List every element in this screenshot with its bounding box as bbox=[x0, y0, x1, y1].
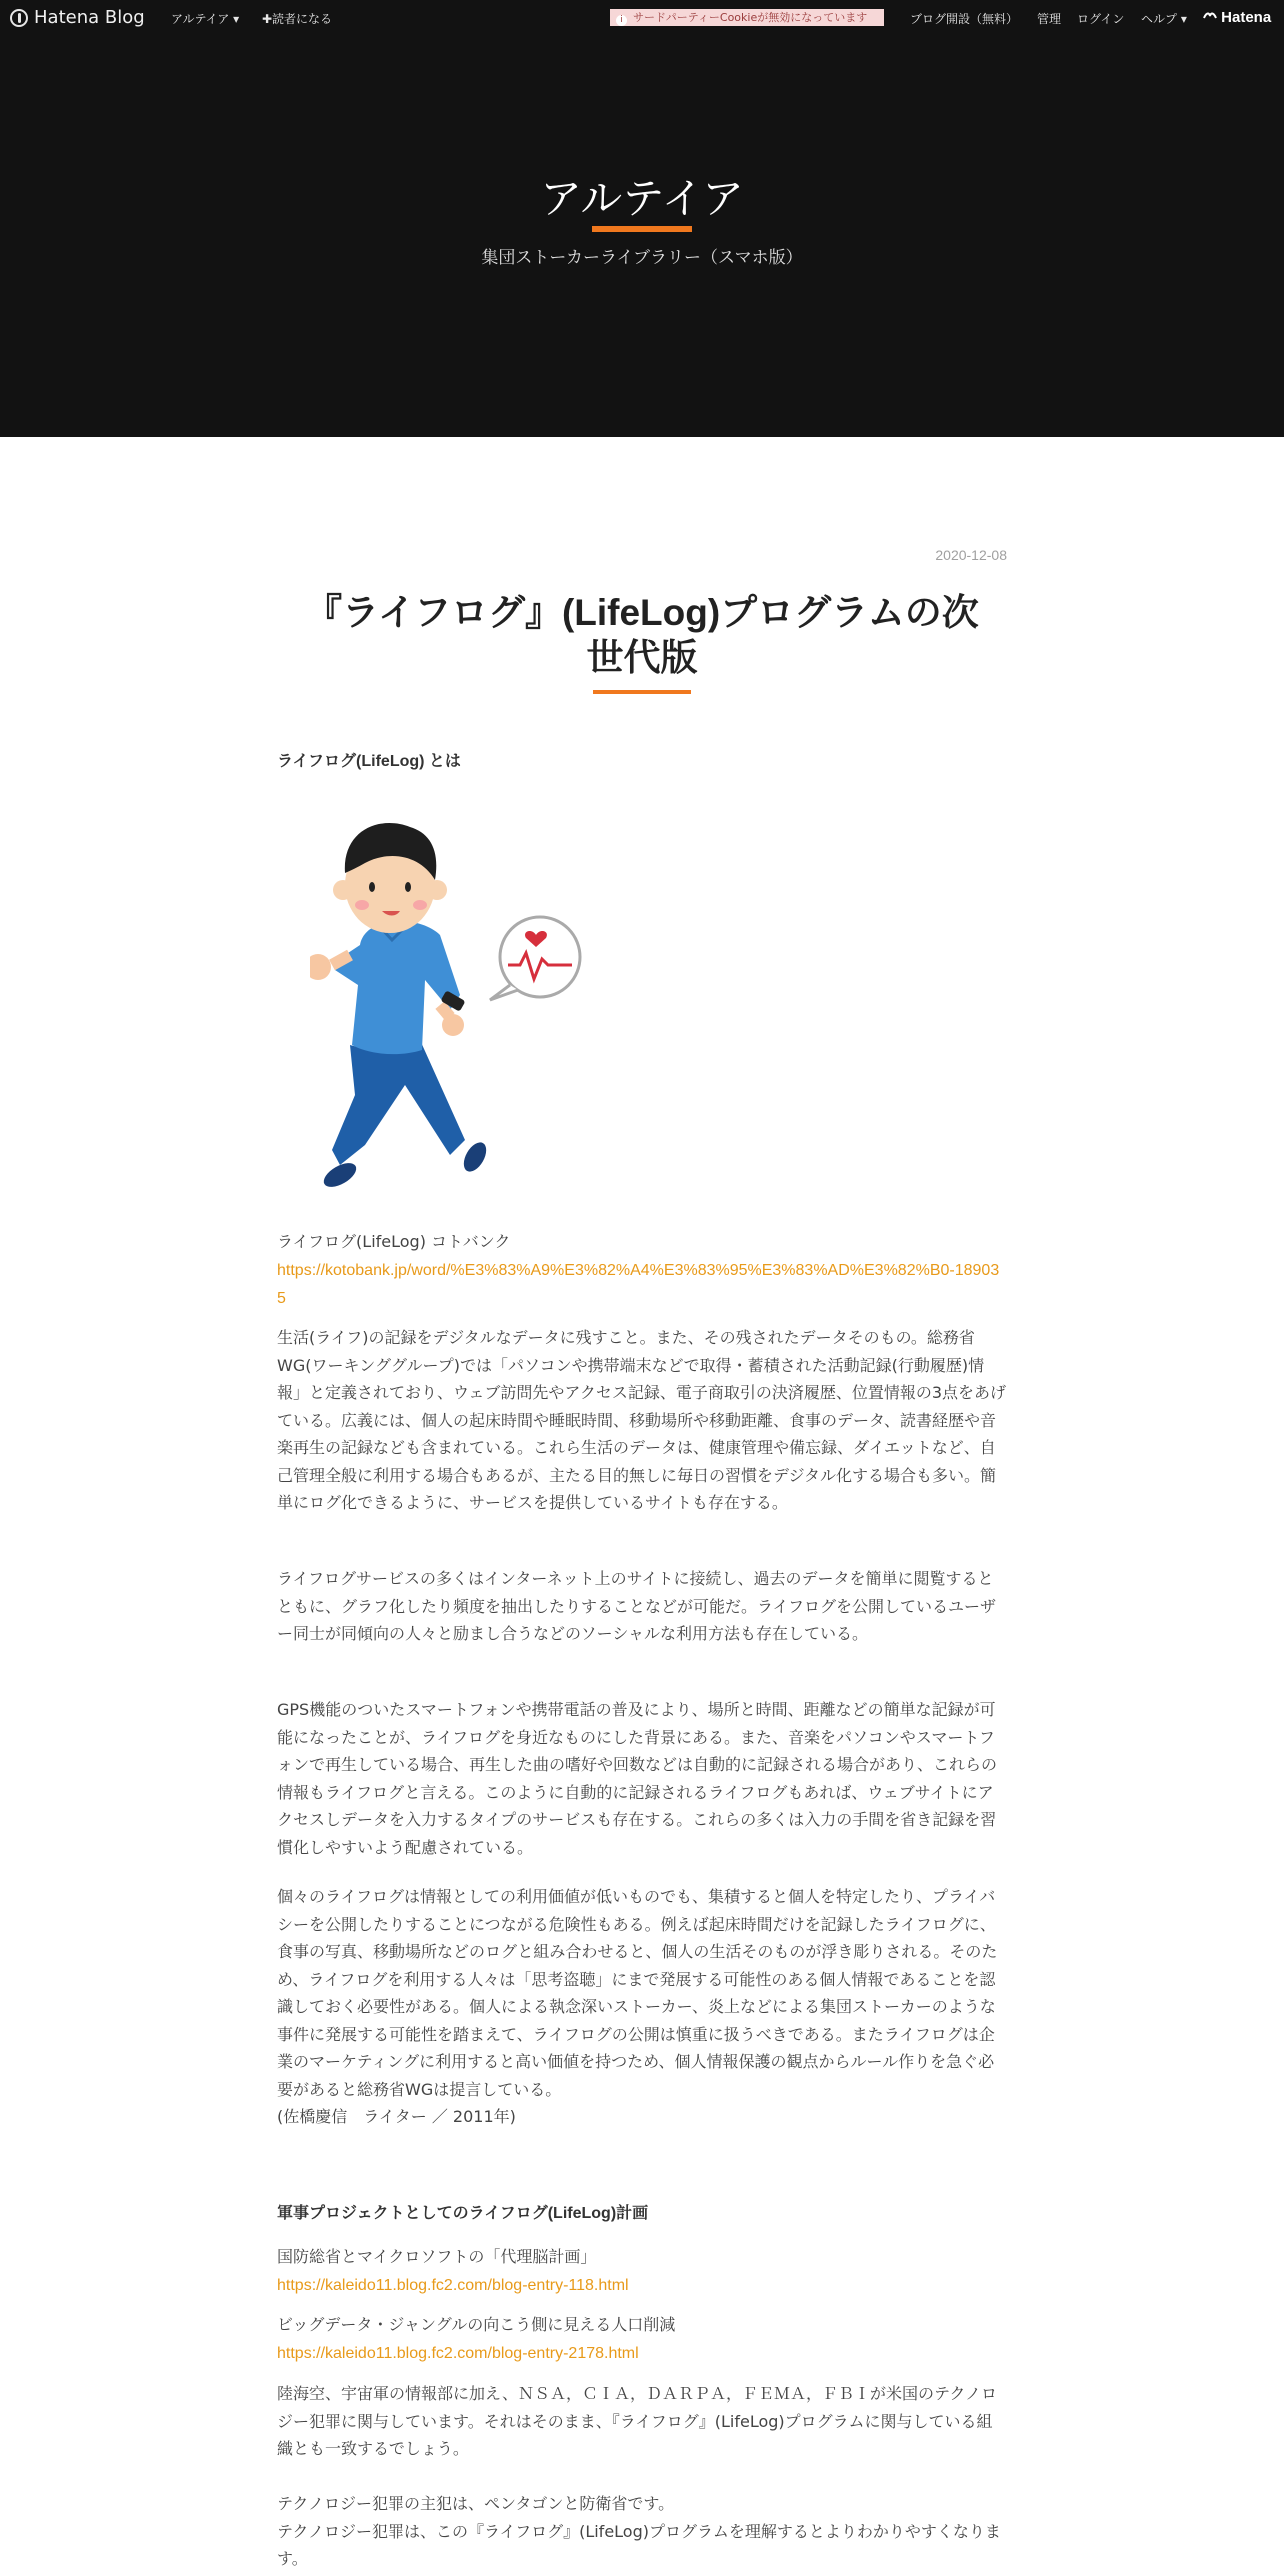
reference-label: 国防総省とマイクロソフトの「代理脳計画」 bbox=[277, 2247, 597, 2266]
section-heading: 軍事プロジェクトとしてのライフログ(LifeLog)計画 bbox=[277, 2205, 649, 2222]
reference-block bbox=[277, 2243, 1007, 2299]
brand-label: Hatena Blog bbox=[34, 7, 145, 28]
hatena-logo[interactable] bbox=[1203, 9, 1271, 26]
paragraph bbox=[277, 1696, 1007, 1861]
paragraph-text: GPS機能のついたスマートフォンや携帯電話の普及により、場所と時間、距離などの簡単な記録が可能になったことが、ライフログを身近なものにした背景にある。また、音楽をパソコンやスマートフォンで再生している場合、再生した曲の嗜好や回数などは自動的に記録される場合があり、これらの情報もライフログと言える。このように自動的に記録されるライフログもあれば、ウェブサイトにアクセスしデータを入力するタイプのサービスも存在する。これらの多くは入力の手間を省き記録を習慣化しやすいよう配慮されている。 bbox=[277, 1700, 998, 1857]
paragraph-text: ライフログサービスの多くはインターネット上のサイトに接続し、過去のデータを簡単に閲覧するとともに、グラフ化したり頻度を抽出したりすることなどが可能だ。ライフログを公開しているユーザー同士が同傾向の人々と励まし合うなどのソーシャルな利用方法も存在している。 bbox=[277, 1569, 997, 1643]
blog-description: 集団ストーカーライブラリー（スマホ版） bbox=[481, 248, 803, 268]
admin-link[interactable]: 管理 bbox=[1037, 12, 1062, 26]
reference-link[interactable]: https://kaleido11.blog.fc2.com/blog-entry-2178.html bbox=[277, 2344, 639, 2362]
paragraph bbox=[277, 1883, 1007, 2131]
lifelog-walking-man-illustration bbox=[310, 795, 610, 1195]
paragraph bbox=[277, 2380, 1007, 2463]
section-heading: ライフログ(LifeLog) とは bbox=[277, 753, 461, 770]
paragraph-text: 個々のライフログは情報としての利用価値が低いものでも、集積すると個人を特定したり、プライバシーを公開したりすることにつながる危険性もある。例えば起床時間だけを記録したライフログに、食事の写真、移動場所などのログと組み合わせると、個人の生活そのものが浮き彫りされる。そのため、ライフログを利用する人々は「思考盗聴」にまで発展する可能性のある個人情報であることを認識しておく必要性がある。個人による執念深いストーカー、炎上などによる集団ストーカーのような事件に発展する可能性を踏まえて、ライフログの公開は慎重に扱うべきである。またライフログは企業のマーケティングに利用すると高い価値を持つため、個人情報保護の観点からルール作りを急ぐ必要があると総務省WGは提言している。 bbox=[277, 1887, 998, 2099]
paragraph-text: テクノロジー犯罪は、この『ライフログ』(LifeLog)プログラムを理解するとよりわかりやすくなります。 bbox=[277, 2521, 1001, 2568]
source-link[interactable]: https://kotobank.jp/word/%E3%83%A9%E3%82%A4%E3%83%95%E3%83%AD%E3%82%B0-189035 bbox=[277, 1261, 1000, 1307]
cookie-notice[interactable] bbox=[610, 9, 884, 26]
paragraph-text: テクノロジー犯罪の主犯は、ペンタゴンと防衛省です。 bbox=[277, 2494, 675, 2513]
paragraph bbox=[277, 1565, 1007, 1648]
hatena-logo-text: Hatena bbox=[1221, 9, 1272, 26]
subscribe-button[interactable]: ✚読者になる bbox=[262, 12, 333, 26]
login-link[interactable]: ログイン bbox=[1077, 12, 1125, 26]
author-credit: (佐橋慶信 ライター ／ 2011年) bbox=[277, 2107, 516, 2126]
blog-menu-dropdown[interactable]: アルテイア ▾ bbox=[171, 12, 240, 26]
entry-title-underline bbox=[593, 690, 691, 694]
title-underline bbox=[592, 226, 692, 232]
reference-link[interactable]: https://kaleido11.blog.fc2.com/blog-entry-118.html bbox=[277, 2276, 629, 2294]
start-blog-link[interactable]: ブログ開設（無料） bbox=[910, 12, 1019, 26]
hatena-blog-logo[interactable] bbox=[10, 7, 145, 28]
hatena-blog-logo-icon bbox=[10, 9, 28, 27]
blog-title[interactable]: アルテイア bbox=[539, 174, 745, 223]
entry-title-line: 世代版 bbox=[586, 637, 698, 678]
blog-header bbox=[0, 36, 1284, 437]
entry-title[interactable] bbox=[277, 590, 1007, 680]
hatena-logo-icon bbox=[1203, 11, 1217, 23]
info-icon: i bbox=[616, 15, 627, 26]
reference-label: ビッグデータ・ジャングルの向こう側に見える人口削減 bbox=[277, 2315, 676, 2334]
reference-block bbox=[277, 2311, 1007, 2367]
paragraph bbox=[277, 1324, 1007, 1517]
entry-date[interactable]: 2020-12-08 bbox=[935, 547, 1007, 563]
source-label: ライフログ(LifeLog) コトバンク bbox=[277, 1232, 511, 1251]
help-dropdown[interactable]: ヘルプ ▾ bbox=[1141, 12, 1187, 26]
entry-title-line: 『ライフログ』(LifeLog)プログラムの次 bbox=[305, 592, 979, 633]
paragraph bbox=[277, 2490, 1007, 2573]
source-block bbox=[277, 1228, 1007, 1313]
global-header bbox=[0, 0, 1284, 36]
paragraph-text: 生活(ライフ)の記録をデジタルなデータに残すこと。また、その残されたデータそのもの。総務省WG(ワーキンググループ)では「パソコンや携帯端末などで取得・蓄積された活動記録(行動履歴)情報」と定義されており、ウェブ訪問先やアクセス記録、電子商取引の決済履歴、位置情報の3点をあげている。広義には、個人の起床時間や睡眠時間、移動場所や移動距離、食事のデータ、読書経歴や音楽再生の記録なども含まれている。これら生活のデータは、健康管理や備忘録、ダイエットなど、自己管理全般に利用する場合もあるが、主たる目的無しに毎日の習慣をデジタル化する場合も多い。簡単にログ化できるように、サービスを提供しているサイトも存在する。 bbox=[277, 1328, 1007, 1512]
paragraph-text: 陸海空、宇宙軍の情報部に加え、ＮＳＡ，ＣＩＡ，ＤＡＲＰＡ，ＦＥＭＡ，ＦＢＩが米国のテクノロジー犯罪に関与しています。それはそのまま、『ライフログ』(LifeLog)プログラムに関与している組織とも一致するでしょう。 bbox=[277, 2384, 998, 2458]
cookie-notice-text: サードパーティーCookieが無効になっています bbox=[633, 11, 868, 24]
